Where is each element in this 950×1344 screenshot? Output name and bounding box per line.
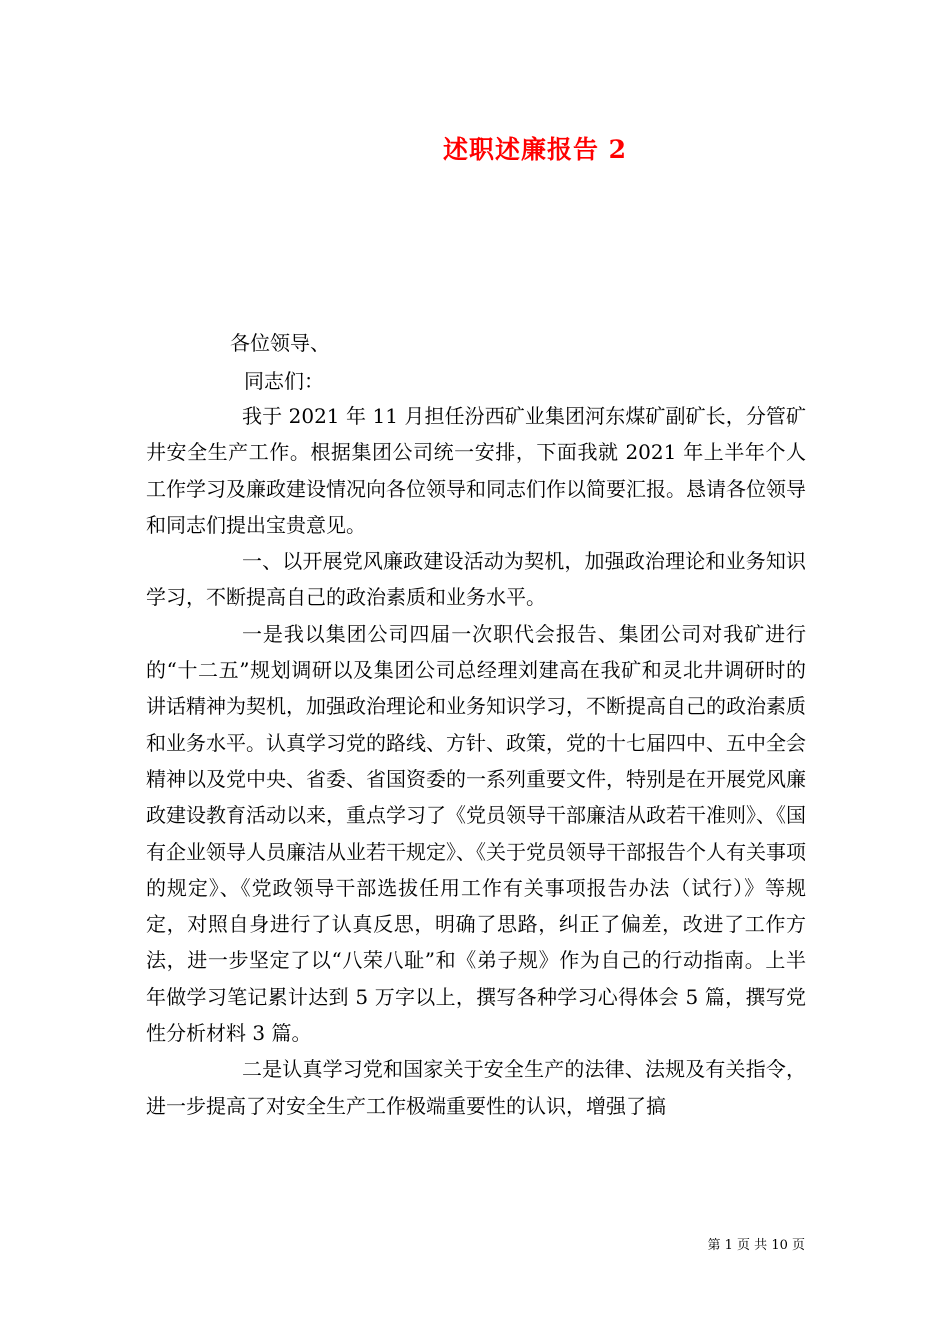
salutation-leaders: 各位领导、: [230, 331, 330, 355]
paragraph-point-two: 二是认真学习党和国家关于安全生产的法律、法规及有关指令，进一步提高了对安全生产工作极端重要性的认识，增强了搞: [146, 1057, 806, 1118]
paragraph-section-heading: 一、以开展党风廉政建设活动为契机，加强政治理论和业务知识学习，不断提高自己的政治素质和业务水平。: [146, 549, 806, 610]
salutation-comrades: 同志们：: [244, 369, 324, 393]
document-body: [146, 398, 806, 1124]
page-number: 第 1 页 共 10 页: [707, 1238, 805, 1253]
paragraph-point-one: 一是我以集团公司四届一次职代会报告、集团公司对我矿进行的“十二五”规划调研以及集团公司总经理刘建高在我矿和灵北井调研时的讲话精神为契机，加强政治理论和业务知识学习，不断提高自己的政治素质和业务水平。认真学习党的路线、方针、政策，党的十七届四中、五中全会精神以及党中央、省委、省国资委的一系列重要文件，特别是在开展党风廉政建设教育活动以来，重点学习了《党员领导干部廉洁从政若干准则》、《国有企业领导人员廉洁从业若干规定》、《关于党员领导干部报告个人有关事项的规定》、《党政领导干部选拔任用工作有关事项报告办法（试行）》等规定，对照自身进行了认真反思，明确了思路，纠正了偏差，改进了工作方法，进一步坚定了以“八荣八耻”和《弟子规》作为自己的行动指南。上半年做学习笔记累计达到 5 万字以上，撰写各种学习心得体会 5 篇，撰写党性分析材料 3 篇。: [146, 621, 806, 1046]
paragraph-intro: 我于 2021 年 11 月担任汾西矿业集团河东煤矿副矿长，分管矿井安全生产工作。根据集团公司统一安排，下面我就 2021 年上半年个人工作学习及廉政建设情况向各位领导和同志们作以简要汇报。恳请各位领导和同志们提出宝贵意见。: [146, 404, 806, 537]
document-title: 述职述廉报告 2: [442, 135, 628, 164]
